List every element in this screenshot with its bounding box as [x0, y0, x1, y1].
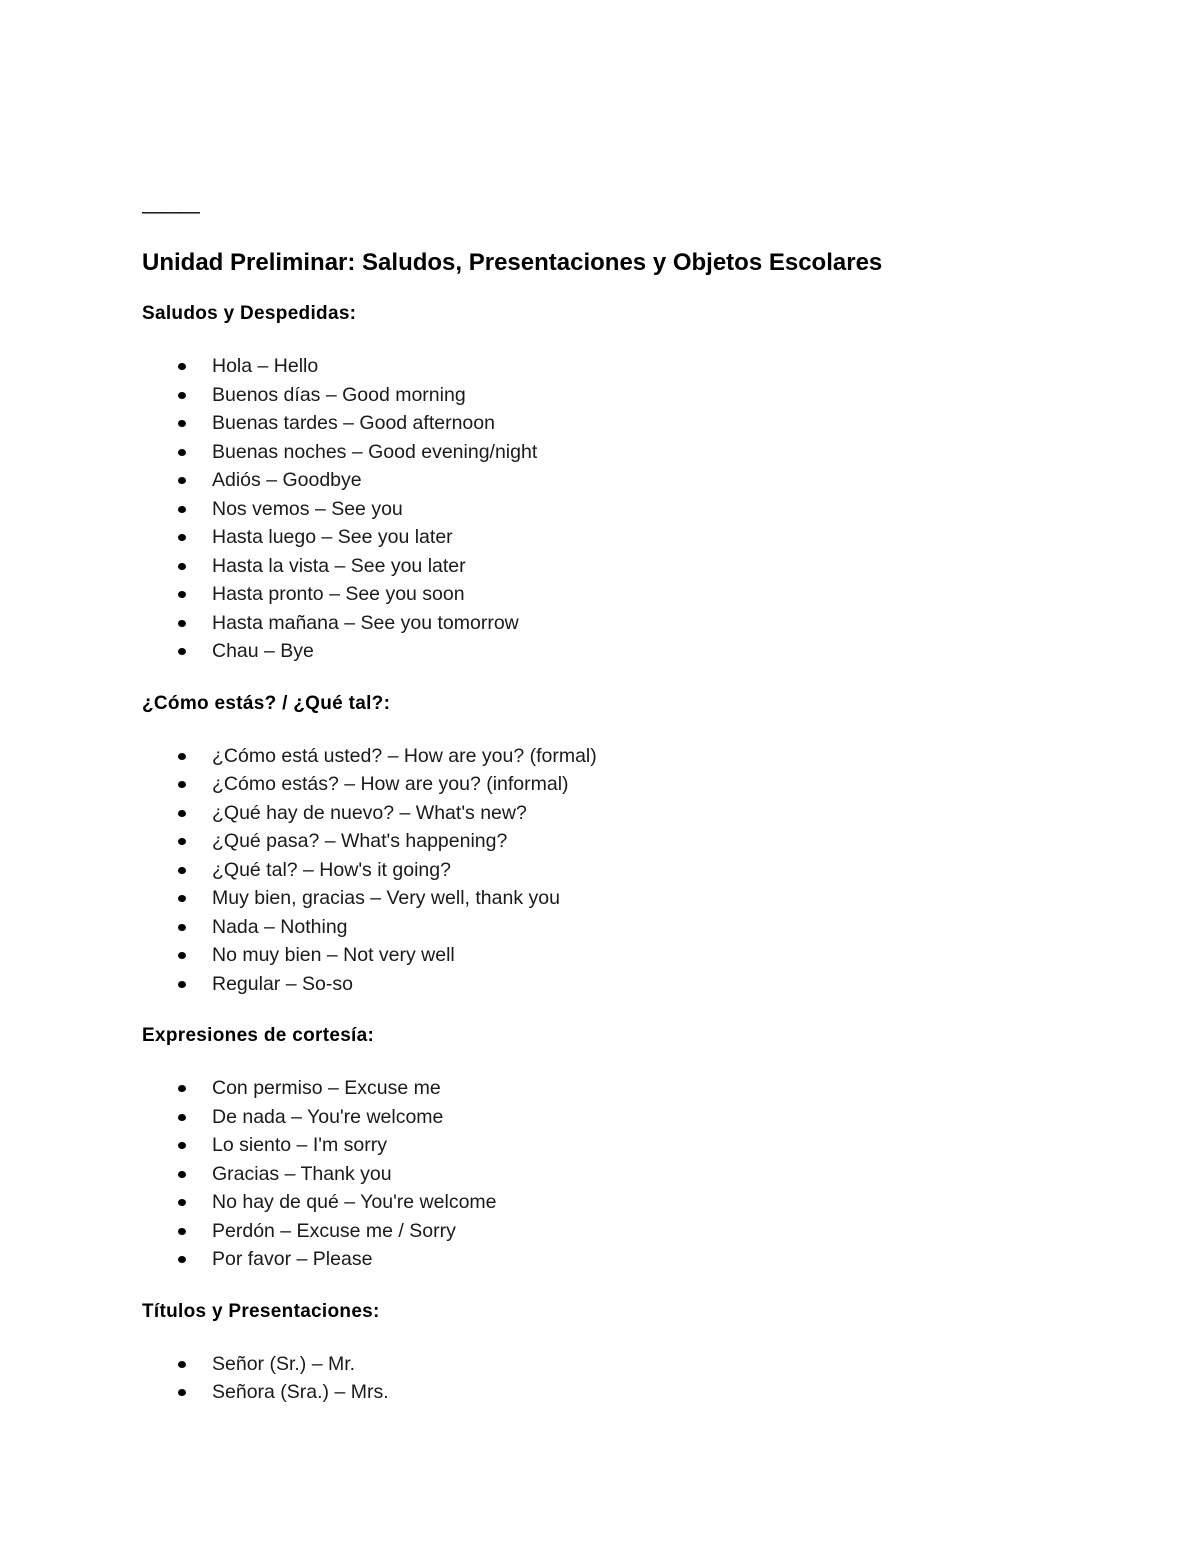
list-item — [142, 913, 1102, 942]
list-item-text: Buenos días – Good morning — [212, 383, 466, 406]
vocab-list — [142, 352, 1102, 666]
list-item — [142, 884, 1102, 913]
list-item — [142, 1378, 1102, 1407]
list-item — [142, 523, 1102, 552]
bullet-icon — [178, 981, 186, 988]
bullet-icon — [178, 810, 186, 817]
bullet-icon — [178, 420, 186, 427]
section-heading: Saludos y Despedidas: — [142, 303, 357, 324]
bullet-icon — [178, 449, 186, 456]
list-item-text: Hasta mañana – See you tomorrow — [212, 611, 519, 634]
list-item — [142, 970, 1102, 999]
list-item-text: ¿Qué pasa? – What's happening? — [212, 830, 508, 852]
bullet-icon — [178, 648, 186, 655]
list-item — [142, 1074, 1102, 1103]
bullet-icon — [178, 1389, 186, 1396]
document-page — [142, 198, 1102, 1431]
list-item — [142, 1188, 1102, 1217]
bullet-icon — [178, 1228, 186, 1235]
list-item-text: Regular – So-so — [212, 972, 353, 995]
list-item-text: ¿Qué tal? – How's it going? — [212, 858, 451, 881]
list-item-text: Hasta pronto – See you soon — [212, 583, 465, 605]
bullet-icon — [178, 1142, 186, 1149]
list-item-text: De nada – You're welcome — [212, 1105, 444, 1128]
bullet-icon — [178, 506, 186, 513]
bullet-icon — [178, 895, 186, 902]
list-item — [142, 1103, 1102, 1132]
list-item — [142, 941, 1102, 970]
list-item-text: Hasta luego – See you later — [212, 526, 453, 548]
list-item — [142, 799, 1102, 828]
list-item-text: Señor (Sr.) – Mr. — [212, 1352, 356, 1375]
list-item — [142, 495, 1102, 524]
bullet-icon — [178, 591, 186, 598]
section-saludos — [142, 300, 1102, 666]
list-item — [142, 637, 1102, 666]
bullet-icon — [178, 1114, 186, 1121]
bullet-icon — [178, 392, 186, 399]
section-cortesia — [142, 1022, 1102, 1274]
list-item — [142, 1350, 1102, 1379]
list-item-text: Nada – Nothing — [212, 915, 348, 938]
list-item-text: Buenas tardes – Good afternoon — [212, 412, 495, 434]
section-heading: Títulos y Presentaciones: — [142, 1300, 380, 1322]
list-item — [142, 352, 1102, 381]
document-title: Unidad Preliminar: Saludos, Presentaciones y Objetos Escolares — [142, 249, 883, 276]
list-item-text: Hola – Hello — [212, 355, 319, 377]
bullet-icon — [178, 1256, 186, 1263]
list-item-text: Buenas noches – Good evening/night — [212, 440, 538, 463]
list-item-text: Señora (Sra.) – Mrs. — [212, 1381, 389, 1403]
bullet-icon — [178, 363, 186, 370]
list-item — [142, 856, 1102, 885]
list-item — [142, 1217, 1102, 1246]
list-item — [142, 1131, 1102, 1160]
bullet-icon — [178, 1085, 186, 1092]
bullet-icon — [178, 952, 186, 959]
bullet-icon — [178, 781, 186, 788]
list-item-text: Nos vemos – See you — [212, 497, 403, 520]
bullet-icon — [178, 620, 186, 627]
bullet-icon — [178, 1171, 186, 1178]
list-item — [142, 827, 1102, 856]
list-item-text: Lo siento – I'm sorry — [212, 1134, 387, 1156]
vocab-list — [142, 742, 1102, 999]
bullet-icon — [178, 477, 186, 484]
list-item-text: ¿Cómo está usted? – How are you? (formal) — [212, 744, 597, 767]
bullet-icon — [178, 534, 186, 541]
divider-line: ——— — [142, 201, 199, 223]
list-item-text: Con permiso – Excuse me — [212, 1077, 441, 1099]
list-item — [142, 466, 1102, 495]
list-item — [142, 1160, 1102, 1189]
list-item — [142, 438, 1102, 467]
list-item — [142, 742, 1102, 771]
list-item-text: Muy bien, gracias – Very well, thank you — [212, 887, 560, 909]
vocab-list — [142, 1350, 1102, 1407]
list-item-text: Hasta la vista – See you later — [212, 554, 466, 577]
list-item — [142, 770, 1102, 799]
list-item-text: ¿Qué hay de nuevo? – What's new? — [212, 801, 527, 824]
list-item — [142, 552, 1102, 581]
bullet-icon — [178, 753, 186, 760]
section-heading: ¿Cómo estás? / ¿Qué tal?: — [142, 692, 391, 714]
list-item-text: Adiós – Goodbye — [212, 469, 362, 491]
bullet-icon — [178, 867, 186, 874]
list-item-text: Gracias – Thank you — [212, 1162, 392, 1185]
vocab-list — [142, 1074, 1102, 1274]
bullet-icon — [178, 563, 186, 570]
bullet-icon — [178, 1361, 186, 1368]
section-titulos — [142, 1298, 1102, 1407]
list-item-text: No hay de qué – You're welcome — [212, 1191, 497, 1213]
list-item — [142, 1245, 1102, 1274]
list-item — [142, 381, 1102, 410]
list-item-text: Chau – Bye — [212, 640, 314, 662]
bullet-icon — [178, 1199, 186, 1206]
bullet-icon — [178, 838, 186, 845]
list-item — [142, 580, 1102, 609]
bullet-icon — [178, 924, 186, 931]
list-item — [142, 409, 1102, 438]
list-item-text: No muy bien – Not very well — [212, 944, 455, 966]
list-item — [142, 609, 1102, 638]
list-item-text: Perdón – Excuse me / Sorry — [212, 1219, 456, 1242]
list-item-text: ¿Cómo estás? – How are you? (informal) — [212, 773, 569, 795]
section-como-estas — [142, 690, 1102, 999]
section-heading: Expresiones de cortesía: — [142, 1025, 375, 1046]
list-item-text: Por favor – Please — [212, 1248, 373, 1270]
